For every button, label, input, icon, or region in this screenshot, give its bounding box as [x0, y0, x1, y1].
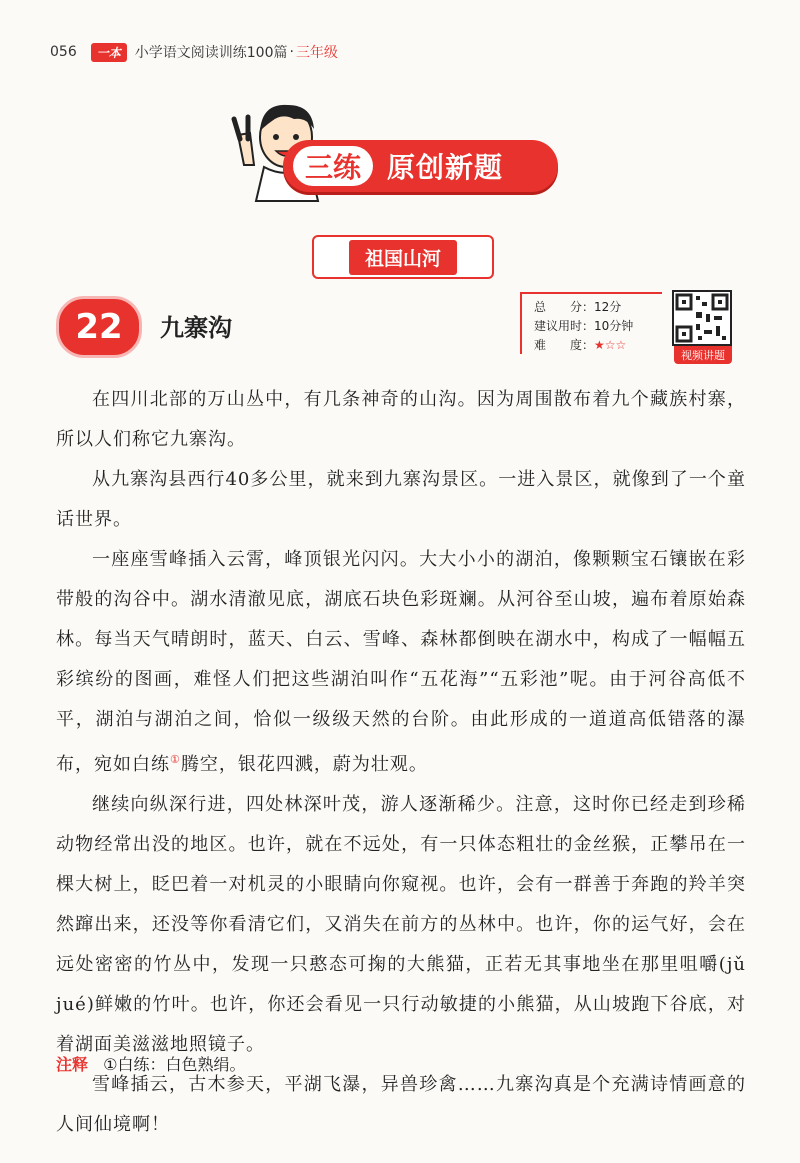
footnote-text: ①白练：白色熟绢。	[103, 1055, 246, 1074]
total-score-value: 12分	[594, 300, 622, 314]
lesson-number: 22	[56, 296, 142, 358]
header-separator: ·	[289, 44, 294, 60]
total-score-row	[534, 298, 662, 317]
time-label: 建议用时：	[534, 319, 595, 333]
footnote-label: 注释	[56, 1055, 89, 1074]
total-score-label: 总 分：	[534, 300, 595, 314]
time-row	[534, 317, 662, 336]
book-title: 小学语文阅读训练100篇	[134, 45, 288, 61]
page-header	[50, 40, 338, 64]
difficulty-label: 难 度：	[534, 338, 595, 352]
banner-char-san: 三	[305, 151, 334, 184]
difficulty-row	[534, 336, 662, 355]
lesson-info-box	[520, 292, 662, 354]
grade-label: 三年级	[295, 45, 338, 61]
brand-badge: 一本	[91, 43, 127, 62]
paragraph-4: 继续向纵深行进，四处林深叶茂，游人逐渐稀少。注意，这时你已经走到珍稀动物经常出没的地区。也许，就在不远处，有一只体态粗壮的金丝猴，正攀吊在一棵大树上，眨巴着一对机灵的小眼睛向你窥视。也许，会有一群善于奔跑的羚羊突然蹿出来，还没等你看清它们，又消失在前方的丛林中。也许，你的运气好，会在远处密密的竹丛中，发现一只憨态可掬的大熊猫，正若无其事地坐在那里咀嚼(jǔ jué)鲜嫩的竹叶。也许，你还会看见一只行动敏捷的小熊猫，从山坡跑下谷底，对着湖面美滋滋地照镜子。	[56, 794, 746, 1055]
paragraph-2: 从九寨沟县西行40多公里，就来到九寨沟景区。一进入景区，就像到了一个童话世界。	[56, 469, 746, 530]
paragraph-3-tail: 腾空，银花四溅，蔚为壮观。	[180, 754, 428, 775]
banner-char-lian: 练	[333, 151, 362, 184]
paragraph-1: 在四川北部的万山丛中，有几条神奇的山沟。因为周围散布着九个藏族村寨，所以人们称它九寨沟。	[56, 389, 746, 450]
paragraph-3-text: 一座座雪峰插入云霄，峰顶银光闪闪。大大小小的湖泊，像颗颗宝石镶嵌在彩带般的沟谷中。湖水清澈见底，湖底石块色彩斑斓。从河谷至山坡，遍布着原始森林。每当天气晴朗时，蓝天、白云、雪峰、森林都倒映在湖水中，构成了一幅幅五彩缤纷的图画，难怪人们把这些湖泊叫作“五花海”“五彩池”呢。由于河谷高低不平，湖泊与湖泊之间，恰似一级级天然的台阶。由此形成的一道道高低错落的瀑布，宛如白练	[56, 549, 746, 775]
article-body	[56, 380, 746, 1145]
footnote	[56, 1052, 245, 1075]
difficulty-stars: ★☆☆	[594, 338, 627, 352]
theme-tag	[312, 235, 494, 279]
practice-banner	[283, 140, 558, 192]
qr-code-icon[interactable]	[672, 290, 732, 346]
lesson-title: 九寨沟	[160, 314, 232, 342]
footnote-mark: ①	[170, 753, 181, 766]
qr-label[interactable]: 视频讲题	[674, 346, 732, 364]
page-number: 056	[50, 44, 77, 60]
banner-title	[293, 146, 373, 186]
section-banner	[228, 95, 578, 205]
paragraph-3	[56, 540, 746, 785]
time-value: 10分钟	[594, 319, 634, 333]
qr-pattern	[674, 292, 730, 344]
theme-label: 祖国山河	[349, 240, 457, 275]
banner-subtitle: 原创新题	[387, 151, 504, 184]
paragraph-5: 雪峰插云，古木参天，平湖飞瀑，异兽珍禽……九寨沟真是个充满诗情画意的人间仙境啊！	[56, 1074, 746, 1135]
